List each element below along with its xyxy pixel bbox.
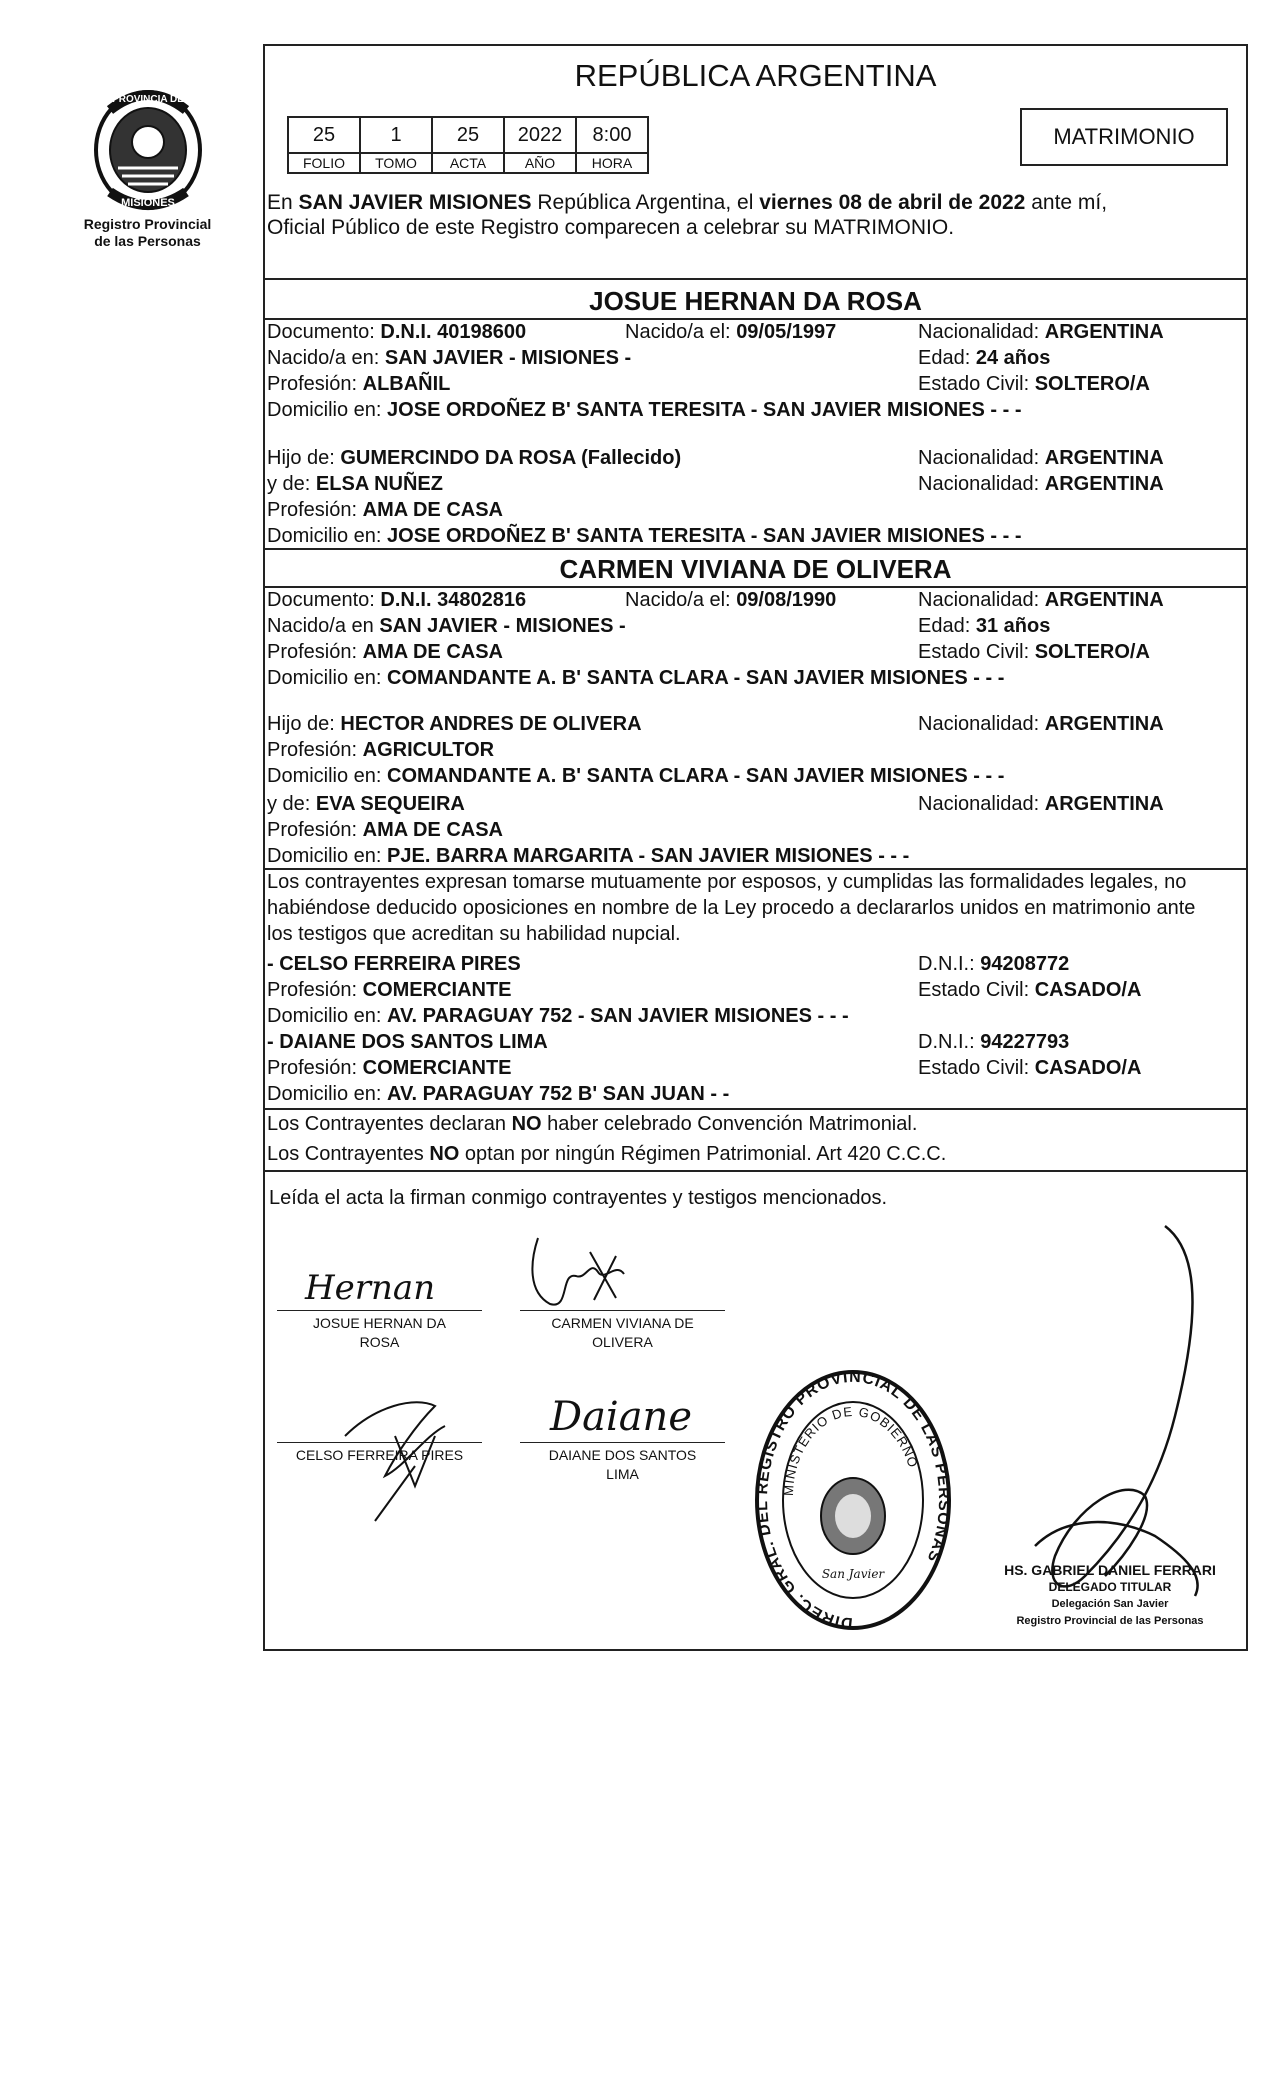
- label: Nacionalidad:: [918, 447, 1040, 469]
- label: y de:: [267, 473, 311, 495]
- witness2-signature-caption: [520, 1446, 725, 1484]
- value: AV. PARAGUAY 752 - SAN JAVIER MISIONES - - -: [387, 1005, 849, 1027]
- intro-line2: Oficial Público de este Registro comparecen a celebrar su MATRIMONIO.: [267, 216, 955, 239]
- value: CASADO/A: [1034, 1057, 1142, 1079]
- hora-label: HORA: [576, 153, 648, 173]
- groom-parents-address: [267, 524, 1021, 548]
- bride-address: [267, 666, 1004, 690]
- witness2-signature: Daiane: [550, 1394, 692, 1440]
- label: Nacido/a en: [267, 615, 374, 637]
- signature-line: [520, 1442, 725, 1443]
- logo-caption-line2: de las Personas: [94, 233, 201, 249]
- text: optan por ningún Régimen Patrimonial. Art 420 C.C.C.: [464, 1143, 947, 1165]
- witness1-name: [267, 952, 521, 976]
- label: Domicilio en:: [267, 399, 382, 421]
- witness2-name: [267, 1030, 548, 1054]
- label: Hijo de:: [267, 447, 335, 469]
- groom-age: [918, 346, 1050, 370]
- intro-place: SAN JAVIER MISIONES: [298, 191, 532, 214]
- label: Profesión:: [267, 499, 358, 521]
- official-seal: [753, 1366, 953, 1636]
- bride-father: [267, 712, 642, 736]
- text: Los Contrayentes: [267, 1143, 424, 1165]
- closing-text: Leída el acta la firman conmigo contrayentes y testigos mencionados.: [269, 1187, 888, 1209]
- value: D.N.I. 40198600: [380, 321, 527, 343]
- divider: [265, 548, 1246, 550]
- label: D.N.I.:: [918, 1031, 975, 1053]
- tomo-label: TOMO: [360, 153, 432, 173]
- bride-profession: [267, 640, 503, 664]
- bride-signature-caption: [520, 1314, 725, 1352]
- witness2-address: [267, 1082, 729, 1106]
- text-bold: NO: [511, 1113, 542, 1135]
- label: Profesión:: [267, 979, 358, 1001]
- official-stamp: [1000, 1562, 1220, 1630]
- registry-table: [287, 116, 649, 174]
- text: Los Contrayentes declaran: [267, 1113, 507, 1135]
- bride-mother-profession: [267, 818, 503, 842]
- value: ARGENTINA: [1044, 713, 1164, 735]
- value: COMERCIANTE: [362, 1057, 512, 1079]
- value: ARGENTINA: [1044, 589, 1164, 611]
- label: Edad:: [918, 615, 971, 637]
- caption-line: CARMEN VIVIANA DE: [551, 1315, 694, 1331]
- value: JOSE ORDOÑEZ B' SANTA TERESITA - SAN JAVIER MISIONES - - -: [387, 525, 1022, 547]
- caption-line: OLIVERA: [592, 1334, 653, 1350]
- value: ARGENTINA: [1044, 447, 1164, 469]
- divider: [265, 1170, 1246, 1172]
- bride-nationality: [918, 588, 1164, 612]
- value: - CELSO FERREIRA PIRES: [267, 953, 521, 975]
- hora-value: 8:00: [576, 117, 648, 153]
- value: - DAIANE DOS SANTOS LIMA: [267, 1031, 548, 1053]
- value: COMERCIANTE: [362, 979, 512, 1001]
- label: Profesión:: [267, 373, 358, 395]
- signature-line: [520, 1310, 725, 1311]
- bride-mother: [267, 792, 465, 816]
- value: ARGENTINA: [1044, 321, 1164, 343]
- official-role: DELEGADO TITULAR: [1048, 1580, 1172, 1594]
- convention-line2: [267, 1142, 946, 1166]
- bride-mother-address: [267, 844, 909, 868]
- label: Nacido/a en:: [267, 347, 380, 369]
- seal-inner-text: MINISTERIO DE GOBIERNO: [780, 1403, 922, 1497]
- text-bold: NO: [429, 1143, 460, 1165]
- declaration-line3: los testigos que acreditan su habilidad nupcial.: [267, 923, 681, 945]
- label: Nacionalidad:: [918, 589, 1040, 611]
- label: D.N.I.:: [918, 953, 975, 975]
- seal-ring-text: DIREC. GRAL. DEL REGISTRO PROVINCIAL DE LAS PERSONAS: [753, 1368, 953, 1632]
- witness1-address: [267, 1004, 849, 1028]
- bride-father-nationality: [918, 712, 1164, 736]
- value: 09/05/1997: [736, 321, 837, 343]
- label: Estado Civil:: [918, 1057, 1030, 1079]
- groom-father-nationality: [918, 446, 1164, 470]
- label: Profesión:: [267, 739, 358, 761]
- witness1-signature-caption: CELSO FERREIRA PIRES: [295, 1447, 464, 1463]
- witness2-profession: [267, 1056, 512, 1080]
- value: D.N.I. 34802816: [380, 589, 527, 611]
- value: ELSA NUÑEZ: [315, 473, 443, 495]
- bride-mother-nationality: [918, 792, 1164, 816]
- seal-bottom-text: San Javier: [821, 1567, 885, 1581]
- declaration-line1: Los contrayentes expresan tomarse mutuamente por esposos, y cumplidas las formalidades legales, no: [267, 871, 1187, 893]
- bride-birthdate: [625, 588, 836, 612]
- page-title: REPÚBLICA ARGENTINA: [574, 58, 937, 93]
- witness2-dni: [918, 1030, 1069, 1054]
- marriage-certificate: [263, 44, 1248, 1651]
- label: Nacionalidad:: [918, 321, 1040, 343]
- logo-caption-line1: Registro Provincial: [83, 216, 212, 232]
- groom-civil-status: [918, 372, 1150, 396]
- signature-line: [277, 1442, 482, 1443]
- value: AGRICULTOR: [362, 739, 495, 761]
- provincial-registry-logo: [88, 80, 208, 215]
- intro-text: En: [267, 191, 293, 214]
- label: Documento:: [267, 321, 375, 343]
- bride-father-address: [267, 764, 1004, 788]
- bride-civil-status: [918, 640, 1150, 664]
- declaration-line2: habiéndose deducido oposiciones en nombre de la Ley procedo a declararlos unidos en matrimonio ante: [267, 897, 1196, 919]
- groom-signature: Hernan: [305, 1268, 436, 1308]
- bride-signature: [520, 1232, 650, 1312]
- bride-age: [918, 614, 1050, 638]
- witness1-civil-status: [918, 978, 1141, 1002]
- anio-value: 2022: [504, 117, 576, 153]
- intro-text: ante mí,: [1031, 191, 1108, 214]
- value: 94208772: [980, 953, 1070, 975]
- value: SOLTERO/A: [1034, 641, 1150, 663]
- acta-value: 25: [432, 117, 504, 153]
- label: Nacionalidad:: [918, 713, 1040, 735]
- groom-address: [267, 398, 1021, 422]
- label: Hijo de:: [267, 713, 335, 735]
- value: 31 años: [975, 615, 1051, 637]
- signature-line: [277, 1310, 482, 1311]
- groom-name: JOSUE HERNAN DA ROSA: [589, 286, 922, 316]
- groom-nationality: [918, 320, 1164, 344]
- label: Domicilio en:: [267, 765, 382, 787]
- label: Profesión:: [267, 1057, 358, 1079]
- value: SOLTERO/A: [1034, 373, 1150, 395]
- value: AV. PARAGUAY 752 B' SAN JUAN - -: [387, 1083, 730, 1105]
- value: ARGENTINA: [1044, 473, 1164, 495]
- value: ALBAÑIL: [362, 373, 451, 395]
- label: Estado Civil:: [918, 641, 1030, 663]
- groom-father: [267, 446, 681, 470]
- witness1-dni: [918, 952, 1069, 976]
- label: Nacionalidad:: [918, 793, 1040, 815]
- tomo-value: 1: [360, 117, 432, 153]
- bride-father-profession: [267, 738, 494, 762]
- official-registry: Registro Provincial de las Personas: [1016, 1615, 1204, 1627]
- value: SAN JAVIER - MISIONES -: [384, 347, 632, 369]
- value: 09/08/1990: [736, 589, 837, 611]
- divider: [265, 1108, 1246, 1110]
- label: Domicilio en:: [267, 525, 382, 547]
- official-name: HS. GABRIEL DANIEL FERRARI: [1004, 1562, 1216, 1578]
- logo-bottom-text: MISIONES: [121, 197, 175, 209]
- label: Estado Civil:: [918, 373, 1030, 395]
- label: Documento:: [267, 589, 375, 611]
- label: Nacionalidad:: [918, 473, 1040, 495]
- label: Domicilio en:: [267, 845, 382, 867]
- folio-value: 25: [288, 117, 360, 153]
- folio-label: FOLIO: [288, 153, 360, 173]
- groom-mother: [267, 472, 443, 496]
- convention-line1: [267, 1112, 917, 1136]
- value: AMA DE CASA: [362, 499, 503, 521]
- label: Domicilio en:: [267, 667, 382, 689]
- value: JOSE ORDOÑEZ B' SANTA TERESITA - SAN JAVIER MISIONES - - -: [387, 399, 1022, 421]
- intro-text: República Argentina, el: [537, 191, 754, 214]
- witness2-civil-status: [918, 1056, 1141, 1080]
- act-type-box: MATRIMONIO: [1020, 108, 1228, 166]
- label: Edad:: [918, 347, 971, 369]
- label: Nacido/a el:: [625, 321, 731, 343]
- value: COMANDANTE A. B' SANTA CLARA - SAN JAVIER MISIONES - - -: [387, 765, 1005, 787]
- bride-name: CARMEN VIVIANA DE OLIVERA: [559, 554, 952, 584]
- witness1-profession: [267, 978, 512, 1002]
- value: ARGENTINA: [1044, 793, 1164, 815]
- logo-top-text: PROVINCIA DE: [112, 94, 184, 105]
- label: Domicilio en:: [267, 1083, 382, 1105]
- value: 24 años: [975, 347, 1051, 369]
- intro-date: viernes 08 de abril de 2022: [759, 191, 1026, 214]
- label: Profesión:: [267, 819, 358, 841]
- value: CASADO/A: [1034, 979, 1142, 1001]
- groom-signature-caption: [277, 1314, 482, 1352]
- label: Profesión:: [267, 641, 358, 663]
- label: Domicilio en:: [267, 1005, 382, 1027]
- text: haber celebrado Convención Matrimonial.: [547, 1113, 918, 1135]
- logo-caption: [60, 216, 235, 250]
- caption-line: ROSA: [359, 1334, 400, 1350]
- label: Estado Civil:: [918, 979, 1030, 1001]
- groom-profession: [267, 372, 450, 396]
- bride-birthplace: [267, 614, 626, 638]
- value: GUMERCINDO DA ROSA (Fallecido): [340, 447, 682, 469]
- groom-mother-profession: [267, 498, 503, 522]
- value: 94227793: [980, 1031, 1070, 1053]
- groom-birthplace: [267, 346, 631, 370]
- groom-mother-nationality: [918, 472, 1164, 496]
- value: HECTOR ANDRES DE OLIVERA: [340, 713, 642, 735]
- divider: [265, 278, 1246, 280]
- anio-label: AÑO: [504, 153, 576, 173]
- value: COMANDANTE A. B' SANTA CLARA - SAN JAVIER MISIONES - - -: [387, 667, 1005, 689]
- value: SAN JAVIER - MISIONES -: [379, 615, 626, 637]
- official-office: Delegación San Javier: [1051, 1598, 1169, 1610]
- caption-line: DAIANE DOS SANTOS: [548, 1447, 697, 1463]
- groom-birthdate: [625, 320, 836, 344]
- caption-line: JOSUE HERNAN DA: [312, 1315, 447, 1331]
- label: Nacido/a el:: [625, 589, 731, 611]
- label: y de:: [267, 793, 311, 815]
- bride-document: [267, 588, 526, 612]
- value: EVA SEQUEIRA: [315, 793, 465, 815]
- groom-document: [267, 320, 526, 344]
- intro-line1: [267, 191, 1107, 215]
- value: PJE. BARRA MARGARITA - SAN JAVIER MISIONES - - -: [387, 845, 910, 867]
- acta-label: ACTA: [432, 153, 504, 173]
- caption-line: LIMA: [606, 1466, 639, 1482]
- value: AMA DE CASA: [362, 819, 503, 841]
- value: AMA DE CASA: [362, 641, 503, 663]
